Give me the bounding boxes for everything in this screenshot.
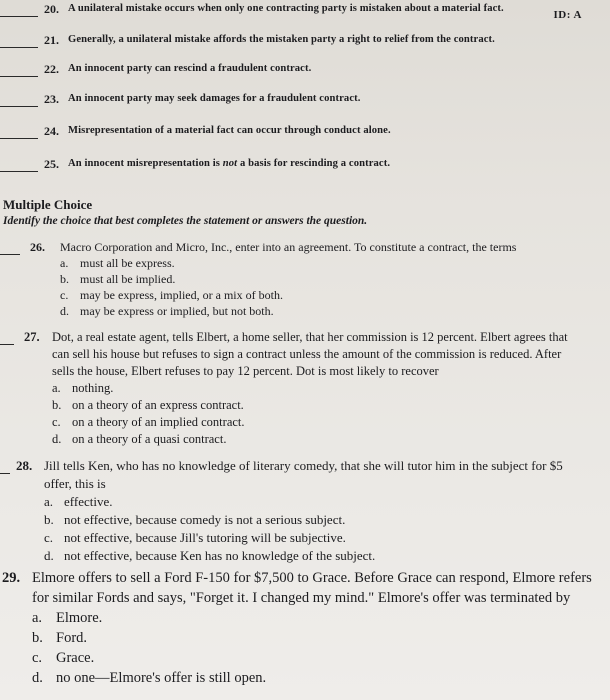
option-c[interactable]: c. on a theory of an implied contract. [52, 415, 245, 429]
question-text: Misrepresentation of a material fact can occur through conduct alone. [68, 125, 391, 136]
option-c[interactable]: c. may be express, implied, or a mix of both. [60, 288, 283, 302]
question-stem-line-1: Elmore offers to sell a Ford F-150 for $7,500 to Grace. Before Grace can respond, Elmore refers [32, 570, 592, 586]
option-a[interactable]: a. effective. [44, 494, 113, 509]
emphasis-not: not [222, 158, 238, 169]
answer-blank[interactable] [0, 138, 38, 139]
tf-question-25 [0, 157, 600, 175]
question-number: 26. [30, 240, 45, 254]
question-number: 27. [24, 330, 40, 344]
option-b[interactable]: b. must all be implied. [60, 272, 176, 286]
question-number: 21. [44, 33, 59, 47]
answer-blank[interactable] [0, 254, 20, 255]
section-heading: Multiple Choice [3, 197, 93, 212]
option-a[interactable]: a. Elmore. [32, 610, 103, 626]
option-d[interactable]: d. not effective, because Ken has no knowledge of the subject. [44, 548, 376, 563]
question-number: 20. [44, 2, 59, 16]
question-stem-line-1: Jill tells Ken, who has no knowledge of literary comedy, that she will tutor him in the subject for $5 [44, 458, 563, 473]
answer-blank[interactable] [0, 473, 10, 474]
section-instructions: Identify the choice that best completes the statement or answers the question. [3, 215, 368, 227]
answer-blank[interactable] [0, 76, 38, 77]
question-number: 22. [44, 62, 59, 76]
question-text: An innocent misrepresentation is not a basis for rescinding a contract. [68, 158, 391, 169]
option-c[interactable]: c. Grace. [32, 650, 95, 666]
question-stem-line-2: for similar Fords and says, "Forget it. I changed my mind." Elmore's offer was terminated by [32, 590, 571, 606]
option-b[interactable]: b. on a theory of an express contract. [52, 398, 244, 412]
question-number: 29. [2, 570, 21, 586]
option-c[interactable]: c. not effective, because Jill's tutoring will be subjective. [44, 530, 346, 545]
tf-question-22 [0, 62, 600, 80]
option-d[interactable]: d. may be express or implied, but not both. [60, 304, 274, 318]
question-text: An innocent party can rescind a fraudulent contract. [68, 63, 312, 74]
question-text: An innocent party may seek damages for a fraudulent contract. [68, 93, 361, 104]
question-text: Generally, a unilateral mistake affords the mistaken party a right to relief from the contract. [68, 34, 495, 45]
question-stem: Macro Corporation and Micro, Inc., enter into an agreement. To constitute a contract, the terms [60, 240, 517, 254]
option-b[interactable]: b. Ford. [32, 630, 88, 646]
id-label: ID: A [553, 9, 582, 21]
answer-blank[interactable] [0, 16, 38, 17]
tf-question-21 [0, 33, 600, 51]
question-number: 28. [16, 458, 33, 473]
question-number: 23. [44, 92, 59, 106]
option-d[interactable]: d. no one—Elmore's offer is still open. [32, 670, 267, 686]
answer-blank[interactable] [0, 171, 38, 172]
question-stem-line-2: can sell his house but refuses to sign a contract unless the amount of the commission is reduced. After [52, 347, 562, 361]
tf-question-20 [0, 2, 600, 20]
question-stem-line-1: Dot, a real estate agent, tells Elbert, a home seller, that her commission is 12 percent. Elbert agrees that [52, 330, 568, 344]
question-number: 24. [44, 124, 59, 138]
answer-blank[interactable] [0, 106, 38, 107]
answer-blank[interactable] [0, 344, 14, 345]
tf-question-24 [0, 124, 600, 142]
option-a[interactable]: a. nothing. [52, 381, 114, 395]
option-a[interactable]: a. must all be express. [60, 256, 175, 270]
question-stem-line-3: sells the house, Elbert refuses to pay 12 percent. Dot is most likely to recover [52, 364, 439, 378]
question-stem-line-2: offer, this is [44, 476, 106, 491]
tf-question-23 [0, 92, 600, 110]
option-d[interactable]: d. on a theory of a quasi contract. [52, 432, 227, 446]
answer-blank[interactable] [0, 47, 38, 48]
question-text: A unilateral mistake occurs when only one contracting party is mistaken about a material fact. [68, 3, 504, 14]
option-b[interactable]: b. not effective, because comedy is not a serious subject. [44, 512, 346, 527]
question-number: 25. [44, 157, 59, 171]
